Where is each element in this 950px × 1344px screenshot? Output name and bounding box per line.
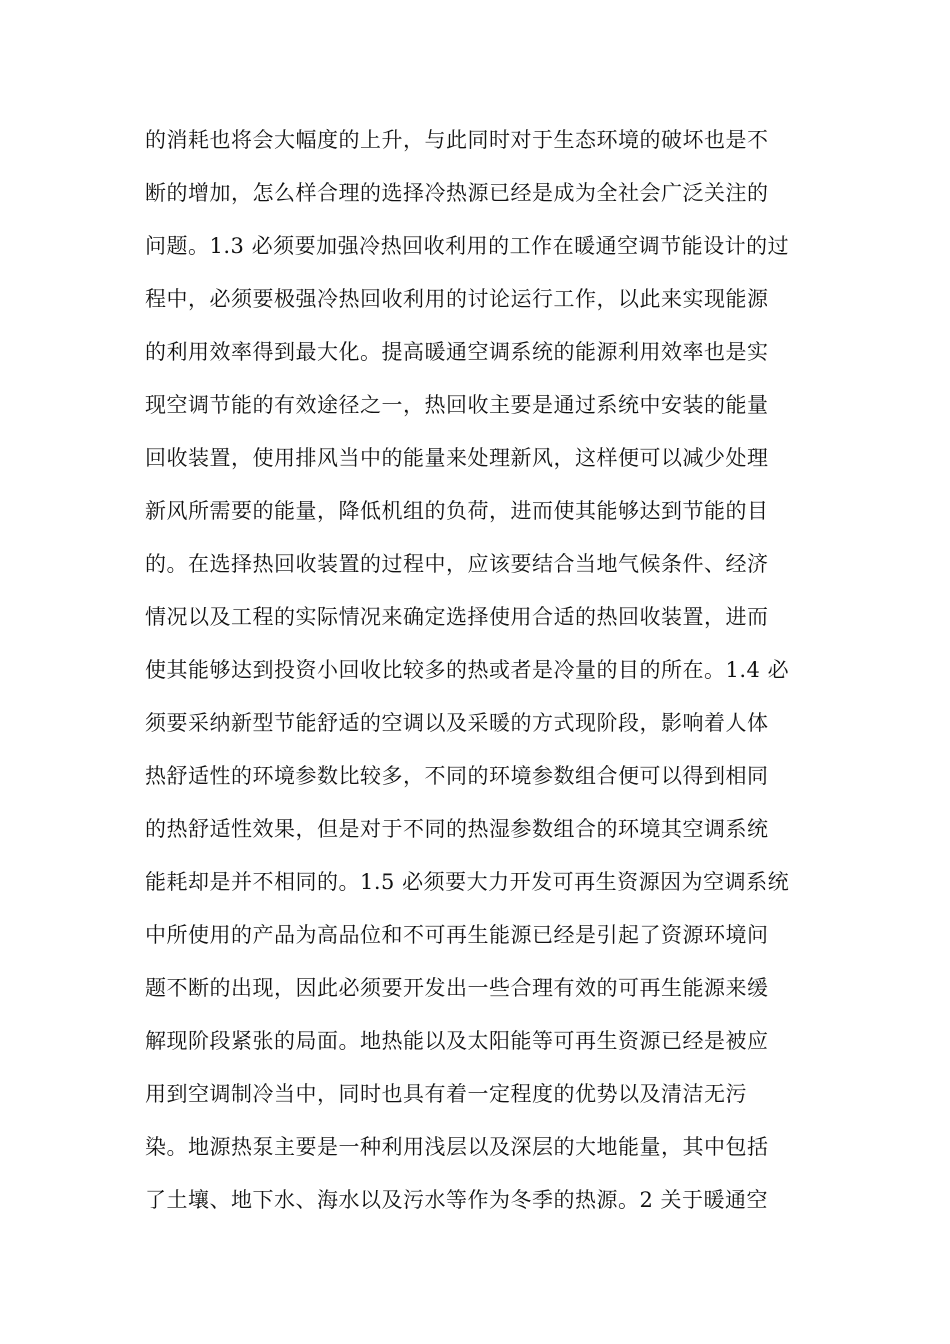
- text-line: 用到空调制冷当中，同时也具有着一定程度的优势以及清洁无污: [145, 1082, 747, 1106]
- text-line: 使其能够达到投资小回收比较多的热或者是冷量的目的所在。1.4 必: [145, 658, 790, 682]
- text-line: 断的增加，怎么样合理的选择冷热源已经是成为全社会广泛关注的: [145, 181, 769, 205]
- text-line: 解现阶段紧张的局面。地热能以及太阳能等可再生资源已经是被应: [145, 1029, 769, 1053]
- text-line: 的热舒适性效果，但是对于不同的热湿参数组合的环境其空调系统: [145, 817, 769, 841]
- text-line: 回收装置，使用排风当中的能量来处理新风，这样便可以减少处理: [145, 446, 769, 470]
- text-line: 的消耗也将会大幅度的上升，与此同时对于生态环境的破坏也是不: [145, 128, 769, 152]
- text-line: 问题。1.3 必须要加强冷热回收利用的工作在暖通空调节能设计的过: [145, 234, 790, 258]
- text-line: 热舒适性的环境参数比较多，不同的环境参数组合便可以得到相同: [145, 764, 769, 788]
- text-line: 现空调节能的有效途径之一，热回收主要是通过系统中安装的能量: [145, 393, 769, 417]
- text-line: 须要采纳新型节能舒适的空调以及采暖的方式现阶段，影响着人体: [145, 711, 769, 735]
- text-line: 了土壤、地下水、海水以及污水等作为冬季的热源。2 关于暖通空: [145, 1188, 769, 1212]
- text-line: 能耗却是并不相同的。1.5 必须要大力开发可再生资源因为空调系统: [145, 870, 790, 894]
- text-line: 情况以及工程的实际情况来确定选择使用合适的热回收装置，进而: [145, 605, 769, 629]
- text-line: 程中，必须要极强冷热回收利用的讨论运行工作，以此来实现能源: [145, 287, 769, 311]
- text-line: 新风所需要的能量，降低机组的负荷，进而使其能够达到节能的目: [145, 499, 769, 523]
- text-line: 染。地源热泵主要是一种利用浅层以及深层的大地能量，其中包括: [145, 1135, 769, 1159]
- body-text: [145, 120, 815, 1233]
- text-line: 的利用效率得到最大化。提高暖通空调系统的能源利用效率也是实: [145, 340, 769, 364]
- text-line: 中所使用的产品为高品位和不可再生能源已经是引起了资源环境问: [145, 923, 769, 947]
- text-line: 的。在选择热回收装置的过程中，应该要结合当地气候条件、经济: [145, 552, 769, 576]
- text-line: 题不断的出现，因此必须要开发出一些合理有效的可再生能源来缓: [145, 976, 769, 1000]
